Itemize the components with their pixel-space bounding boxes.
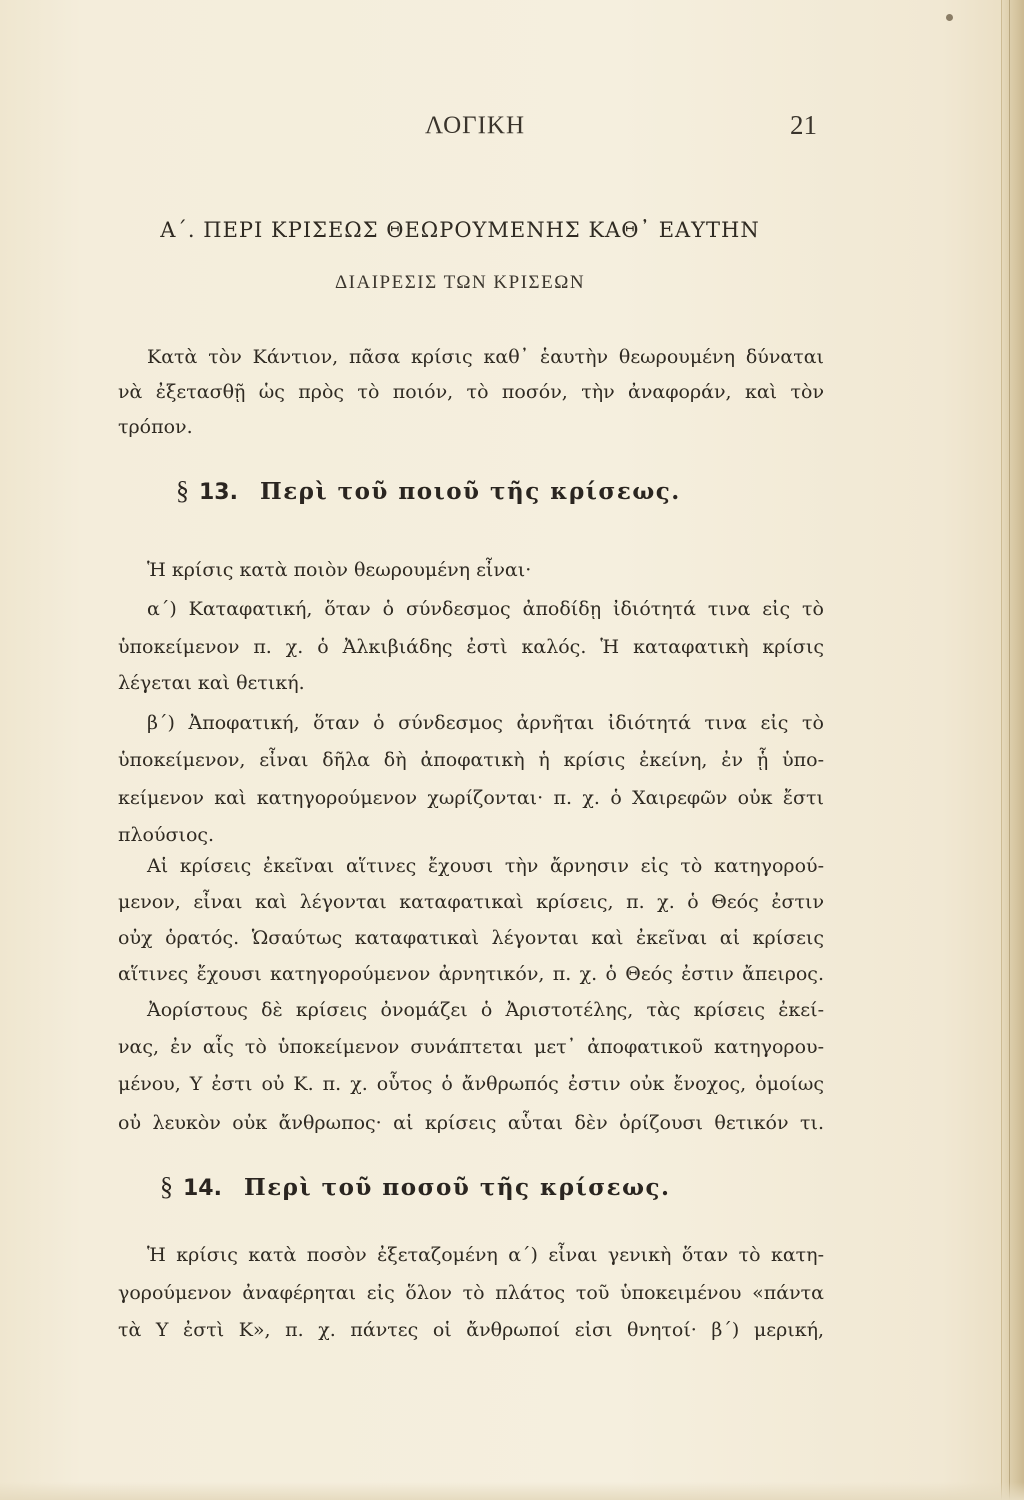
section-sign: § [160, 1172, 173, 1201]
page-header [0, 108, 1024, 148]
body-line: Αἱ κρίσεις ἐκεῖναι αἵτινες ἔχουσι τὴν ἄρνησιν εἰς τὸ κατηγορού- [147, 855, 824, 877]
body-line: Ἡ κρίσις κατὰ ποσὸν ἐξεταζομένη α΄) εἶναι γενικὴ ὅταν τὸ κατη- [147, 1244, 824, 1266]
intro-line-1: Κατὰ τὸν Κάντιον, πᾶσα κρίσις καθ᾽ ἑαυτὴν θεωρουμένη δύναται [147, 346, 824, 368]
page-right-edge [1001, 0, 1024, 1500]
body-line: ὑποκείμενον, εἶναι δῆλα δὴ ἀποφατικὴ ἡ κρίσις ἐκείνη, ἐν ᾗ ὑπο- [118, 749, 824, 771]
body-line: αἵτινες ἔχουσι κατηγορούμενον ἀρνητικόν, π. χ. ὁ Θεός ἐστιν ἄπειρος. [118, 963, 824, 985]
body-line: νας, ἐν αἷς τὸ ὑποκείμενον συνάπτεται μετ᾽ ἀποφατικοῦ κατηγορου- [118, 1036, 824, 1058]
body-line: β΄) Ἀποφατική, ὅταν ὁ σύνδεσμος ἀρνῆται ἰδιότητά τινα εἰς τὸ [147, 712, 824, 734]
body-line: μένου, Υ ἐστι οὐ Κ. π. χ. οὗτος ὁ ἄνθρωπός ἐστιν οὐκ ἔνοχος, ὁμοίως [118, 1073, 824, 1095]
body-line: γορούμενον ἀναφέρηται εἰς ὅλον τὸ πλάτος τοῦ ὑποκειμένου «πάντα [118, 1282, 824, 1304]
running-title: ΛΟΓΙΚΗ [424, 112, 526, 139]
body-line: τὰ Υ ἐστὶ Κ», π. χ. πάντες οἱ ἄνθρωποί εἰσι θνητοί· β΄) μερική, [118, 1319, 824, 1341]
body-line: ὑποκείμενον π. χ. ὁ Ἀλκιβιάδης ἐστὶ καλός. Ἡ καταφατικὴ κρίσις [118, 636, 824, 658]
page-edge-line [1009, 0, 1010, 1500]
body-line: οὐχ ὁρατός. Ὡσαύτως καταφατικαὶ λέγονται καὶ ἐκεῖναι αἱ κρίσεις [118, 927, 824, 949]
section-13-heading [176, 476, 681, 506]
ink-spot [946, 14, 953, 21]
body-line: Ἀορίστους δὲ κρίσεις ὀνομάζει ὁ Ἀριστοτέλης, τὰς κρίσεις ἐκεί- [147, 999, 824, 1021]
chapter-subtitle: ΔΙΑΙΡΕΣΙΣ ΤΩΝ ΚΡΙΣΕΩΝ [334, 272, 586, 293]
intro-line-2: νὰ ἐξετασθῇ ὡς πρὸς τὸ ποιόν, τὸ ποσόν, τὴν ἀναφοράν, καὶ τὸν [118, 381, 824, 403]
section-sign: § [176, 476, 189, 505]
chapter-title: Α΄. ΠΕΡΙ ΚΡΙΣΕΩΣ ΘΕΩΡΟΥΜΕΝΗΣ ΚΑΘ᾽ ΕΑΥΤΗΝ [160, 218, 760, 242]
body-line: λέγεται καὶ θετική. [118, 672, 305, 694]
body-line: μενον, εἶναι καὶ λέγονται καταφατικαὶ κρίσεις, π. χ. ὁ Θεός ἐστιν [118, 891, 824, 913]
intro-line-3: τρόπον. [118, 416, 193, 438]
section-title: Περὶ τοῦ ποσοῦ τῆς κρίσεως. [243, 1174, 671, 1201]
body-line: οὐ λευκὸν οὐκ ἄνθρωπος· αἱ κρίσεις αὗται δὲν ὁρίζουσι θετικόν τι. [118, 1112, 824, 1134]
body-line: α΄) Καταφατική, ὅταν ὁ σύνδεσμος ἀποδίδῃ ἰδιότητά τινα εἰς τὸ [147, 598, 824, 620]
body-line: Ἡ κρίσις κατὰ ποιὸν θεωρουμένη εἶναι· [147, 559, 532, 581]
body-line: κείμενον καὶ κατηγορούμενον χωρίζονται· π. χ. ὁ Χαιρεφῶν οὐκ ἔστι [118, 787, 824, 809]
body-line: πλούσιος. [118, 824, 215, 846]
section-number: 13. [199, 480, 238, 505]
section-number: 14. [183, 1176, 222, 1201]
section-title: Περὶ τοῦ ποιοῦ τῆς κρίσεως. [259, 478, 681, 505]
page-number: 21 [790, 110, 817, 140]
section-14-heading [160, 1172, 671, 1202]
page-bottom-edge [0, 1482, 1024, 1500]
